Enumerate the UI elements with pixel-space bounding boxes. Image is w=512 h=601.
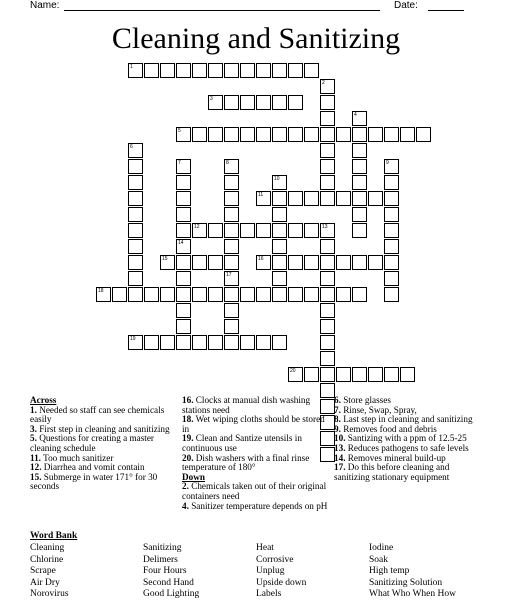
crossword-cell[interactable] [288, 63, 303, 78]
crossword-cell[interactable] [240, 223, 255, 238]
clue-number-label: 4 [354, 112, 357, 118]
crossword-cell[interactable] [192, 287, 207, 302]
crossword-cell[interactable] [304, 287, 319, 302]
crossword-cell[interactable] [368, 127, 383, 142]
crossword-cell[interactable] [208, 335, 223, 350]
crossword-cell[interactable] [272, 95, 287, 110]
clue-text: Rinse, Swap, Spray, [340, 404, 417, 415]
crossword-cell[interactable] [192, 335, 207, 350]
clue-number: 8. [334, 414, 341, 425]
crossword-cell[interactable] [272, 127, 287, 142]
crossword-cell[interactable] [256, 191, 271, 206]
across-heading: Across [30, 395, 57, 405]
crossword-cell[interactable] [128, 287, 143, 302]
across-clue-list [30, 406, 178, 492]
clue-text: Submerge in water 171° for 30 seconds [30, 471, 158, 492]
crossword-cell[interactable] [288, 127, 303, 142]
crossword-cell[interactable] [224, 271, 239, 286]
crossword-cell[interactable] [224, 63, 239, 78]
crossword-cell[interactable] [304, 127, 319, 142]
crossword-cell[interactable] [336, 255, 351, 270]
crossword-cell[interactable] [224, 287, 239, 302]
crossword-cell[interactable] [352, 127, 367, 142]
crossword-cell[interactable] [160, 287, 175, 302]
crossword-cell[interactable] [352, 159, 367, 174]
crossword-cell[interactable] [272, 335, 287, 350]
word-bank-word: Norovirus [30, 589, 69, 600]
clue-number: 19. [182, 433, 194, 444]
clue-number: 6. [334, 395, 341, 405]
crossword-cell[interactable] [176, 303, 191, 318]
crossword-cell[interactable] [320, 111, 335, 126]
word-bank-column-4 [369, 543, 456, 601]
clue-text: Clocks at manual dish washing stations need [182, 395, 311, 415]
crossword-cell[interactable] [272, 239, 287, 254]
clue-number-label: 11 [258, 192, 264, 198]
crossword-cell[interactable] [320, 303, 335, 318]
clue-number: 17. [334, 462, 346, 473]
clue-number-label: 12 [194, 224, 200, 230]
crossword-cell[interactable] [368, 191, 383, 206]
crossword-cell[interactable] [384, 223, 399, 238]
word-bank-column-3 [256, 543, 306, 601]
crossword-cell[interactable] [272, 287, 287, 302]
down-clue-list [182, 482, 328, 511]
clue-number: 12. [30, 462, 42, 473]
crossword-cell[interactable] [112, 287, 127, 302]
crossword-cell[interactable] [320, 239, 335, 254]
crossword-cell[interactable] [224, 95, 239, 110]
crossword-cell[interactable] [176, 175, 191, 190]
crossword-cell[interactable] [160, 63, 175, 78]
crossword-cell[interactable] [320, 319, 335, 334]
crossword-cell[interactable] [272, 207, 287, 222]
clue-number-label: 20 [290, 368, 296, 374]
crossword-cell[interactable] [176, 335, 191, 350]
clue-text: Dish washers with a final rinse temperature of 180° [182, 452, 310, 473]
clue-number: 16. [182, 395, 194, 405]
crossword-cell[interactable] [208, 95, 223, 110]
clue-item [182, 454, 328, 473]
crossword-cell[interactable] [304, 255, 319, 270]
crossword-cell[interactable] [320, 143, 335, 158]
crossword-cell[interactable] [240, 95, 255, 110]
crossword-cell[interactable] [352, 175, 367, 190]
crossword-cell[interactable] [128, 159, 143, 174]
clue-number: 18. [182, 414, 194, 425]
crossword-cell[interactable] [336, 287, 351, 302]
clue-number: 20. [182, 452, 194, 463]
crossword-cell[interactable] [288, 367, 303, 382]
crossword-cell[interactable] [208, 287, 223, 302]
clue-number-label: 6 [130, 144, 133, 150]
crossword-cell[interactable] [128, 239, 143, 254]
clue-text: Store glasses [340, 395, 391, 405]
clues-column-2 [182, 396, 328, 511]
clue-number: 15. [30, 471, 42, 482]
clue-number-label: 5 [178, 128, 181, 134]
crossword-cell[interactable] [192, 63, 207, 78]
crossword-cell[interactable] [320, 351, 335, 366]
crossword-cell[interactable] [176, 207, 191, 222]
clue-number-label: 3 [210, 96, 213, 102]
clue-number-label: 10 [274, 176, 280, 182]
word-bank-word: Unplug [256, 566, 285, 577]
crossword-cell[interactable] [160, 255, 175, 270]
word-bank-word: Second Hand [143, 577, 194, 588]
crossword-cell[interactable] [240, 335, 255, 350]
crossword-cell[interactable] [384, 239, 399, 254]
crossword-cell[interactable] [96, 287, 111, 302]
crossword-cell[interactable] [176, 287, 191, 302]
clue-number-label: 7 [178, 160, 181, 166]
crossword-cell[interactable] [192, 223, 207, 238]
crossword-cell[interactable] [224, 159, 239, 174]
crossword-cell[interactable] [272, 191, 287, 206]
crossword-cell[interactable] [320, 159, 335, 174]
crossword-cell[interactable] [352, 255, 367, 270]
crossword-cell[interactable] [128, 271, 143, 286]
crossword-cell[interactable] [144, 335, 159, 350]
crossword-cell[interactable] [352, 367, 367, 382]
crossword-cell[interactable] [320, 79, 335, 94]
crossword-cell[interactable] [336, 127, 351, 142]
crossword-cell[interactable] [288, 287, 303, 302]
crossword-cell[interactable] [176, 127, 191, 142]
crossword-cell[interactable] [176, 319, 191, 334]
crossword-cell[interactable] [224, 191, 239, 206]
clue-text: First step in cleaning and sanitizing [36, 423, 170, 434]
crossword-cell[interactable] [384, 175, 399, 190]
crossword-cell[interactable] [384, 127, 399, 142]
crossword-cell[interactable] [320, 287, 335, 302]
clues-column-1 [30, 396, 178, 492]
clue-number: 3. [30, 423, 37, 434]
word-bank-word: Good Lighting [143, 589, 200, 600]
word-bank-word: Sanitizing [143, 543, 182, 553]
crossword-cell[interactable] [320, 367, 335, 382]
crossword-cell[interactable] [160, 335, 175, 350]
across-clue-list-continued [182, 396, 328, 473]
crossword-cell[interactable] [176, 63, 191, 78]
word-bank-column-1 [30, 543, 69, 601]
clue-text: Chemicals taken out of their original containers need [182, 481, 327, 501]
crossword-cell[interactable] [128, 175, 143, 190]
crossword-cell[interactable] [208, 255, 223, 270]
clue-number: 4. [182, 500, 189, 511]
crossword-cell[interactable] [128, 63, 143, 78]
clue-text: Needed so staff can see chemicals easily [30, 404, 165, 425]
crossword-cell[interactable] [208, 127, 223, 142]
word-bank-word: Delimers [143, 554, 178, 565]
word-bank-word: Chlorine [30, 554, 64, 565]
crossword-cell[interactable] [336, 367, 351, 382]
clue-text: Diarrhea and vomit contain [41, 462, 145, 473]
crossword-cell[interactable] [176, 191, 191, 206]
name-label: Name: [30, 0, 60, 11]
clue-text: Last step in cleaning and sanitizing [340, 414, 473, 425]
clue-item [182, 415, 328, 434]
crossword-cell[interactable] [352, 287, 367, 302]
clue-number-label: 16 [258, 256, 264, 262]
page-title: Cleaning and Sanitizing [111, 22, 401, 55]
crossword-cell[interactable] [224, 175, 239, 190]
clue-text: Too much sanitizer [40, 452, 114, 463]
crossword-cell[interactable] [144, 287, 159, 302]
word-bank-title: Word Bank [30, 531, 78, 541]
crossword-cell[interactable] [192, 255, 207, 270]
crossword-cell[interactable] [368, 255, 383, 270]
clue-number-label: 18 [98, 288, 104, 294]
crossword-cell[interactable] [256, 287, 271, 302]
crossword-cell[interactable] [336, 191, 351, 206]
crossword-cell[interactable] [400, 367, 415, 382]
crossword-cell[interactable] [320, 175, 335, 190]
crossword-cell[interactable] [384, 255, 399, 270]
clue-text: Removes food and debris [340, 423, 437, 434]
crossword-cell[interactable] [224, 127, 239, 142]
crossword-cell[interactable] [128, 143, 143, 158]
crossword-cell[interactable] [208, 63, 223, 78]
word-bank-word: Air Dry [30, 577, 60, 588]
crossword-cell[interactable] [176, 223, 191, 238]
crossword-cell[interactable] [320, 127, 335, 142]
crossword-cell[interactable] [240, 63, 255, 78]
crossword-cell[interactable] [352, 223, 367, 238]
crossword-cell[interactable] [128, 255, 143, 270]
clue-number-label: 9 [386, 160, 389, 166]
crossword-cell[interactable] [304, 63, 319, 78]
crossword-cell[interactable] [368, 367, 383, 382]
word-bank-column-2 [143, 543, 199, 601]
crossword-cell[interactable] [352, 143, 367, 158]
clue-number: 13. [334, 442, 346, 453]
clue-item [334, 463, 484, 482]
clue-item [182, 502, 328, 512]
clue-number: 5. [30, 433, 37, 444]
clue-number: 11. [30, 452, 41, 463]
clue-number-label: 8 [226, 160, 229, 166]
crossword-cell[interactable] [128, 207, 143, 222]
crossword-cell[interactable] [384, 191, 399, 206]
crossword-cell[interactable] [176, 159, 191, 174]
crossword-cell[interactable] [256, 223, 271, 238]
down-heading: Down [182, 471, 205, 482]
crossword-cell[interactable] [272, 271, 287, 286]
crossword-cell[interactable] [256, 255, 271, 270]
crossword-cell[interactable] [320, 95, 335, 110]
crossword-cell[interactable] [400, 127, 415, 142]
word-bank-word: Upside down [256, 577, 307, 588]
word-bank-word: High temp [369, 566, 410, 577]
clue-text: Sanitizer temperature depends on pH [188, 500, 328, 511]
crossword-cell[interactable] [256, 63, 271, 78]
clues-column-3 [334, 396, 484, 482]
crossword-cell[interactable] [240, 287, 255, 302]
word-bank-word: What Who When How [369, 589, 456, 600]
crossword-cell[interactable] [320, 335, 335, 350]
crossword-cell[interactable] [352, 191, 367, 206]
crossword-cell[interactable] [272, 175, 287, 190]
crossword-cell[interactable] [304, 223, 319, 238]
crossword-cell[interactable] [256, 95, 271, 110]
crossword-cell[interactable] [320, 191, 335, 206]
crossword-cell[interactable] [272, 255, 287, 270]
crossword-cell[interactable] [384, 207, 399, 222]
clue-number-label: 15 [162, 256, 168, 262]
clue-item [30, 434, 178, 453]
word-bank-word: Four Hours [143, 566, 187, 577]
crossword-cell[interactable] [176, 271, 191, 286]
crossword-cell[interactable] [384, 367, 399, 382]
crossword-cell[interactable] [240, 127, 255, 142]
clue-item [182, 482, 328, 501]
crossword-cell[interactable] [256, 335, 271, 350]
word-bank-word: Iodine [369, 543, 394, 553]
crossword-cell[interactable] [304, 367, 319, 382]
clue-text: Do this before cleaning and sanitizing stationary equipment [334, 462, 450, 482]
clue-number-label: 2 [322, 80, 325, 86]
clue-item [30, 406, 178, 425]
word-bank-word: Corrosive [256, 554, 294, 565]
crossword-cell[interactable] [128, 191, 143, 206]
word-bank-word: Cleaning [30, 543, 65, 553]
clue-number: 1. [30, 404, 37, 415]
crossword-cell[interactable] [384, 271, 399, 286]
crossword-cell[interactable] [288, 255, 303, 270]
crossword-cell[interactable] [352, 111, 367, 126]
clue-text: Santizing with a ppm of 12.5-25 [345, 433, 467, 444]
clue-text: Reduces pathogens to safe levels [345, 442, 469, 453]
crossword-cell[interactable] [128, 335, 143, 350]
crossword-cell[interactable] [224, 319, 239, 334]
clue-text: Questions for creating a master cleaning schedule [30, 433, 154, 453]
clue-number-label: 19 [130, 336, 136, 342]
clue-text: Removes mineral build-up [345, 452, 446, 463]
crossword-cell[interactable] [272, 63, 287, 78]
clue-number-label: 17 [226, 272, 232, 278]
crossword-cell[interactable] [224, 239, 239, 254]
clue-number: 2. [182, 481, 189, 492]
clue-number: 14. [334, 452, 346, 463]
crossword-cell[interactable] [224, 335, 239, 350]
crossword-cell[interactable] [320, 255, 335, 270]
date-label: Date: [394, 0, 418, 11]
crossword-cell[interactable] [144, 63, 159, 78]
crossword-cell[interactable] [288, 95, 303, 110]
crossword-cell[interactable] [208, 223, 223, 238]
clue-number: 10. [334, 433, 346, 444]
crossword-cell[interactable] [288, 223, 303, 238]
crossword-cell[interactable] [416, 127, 431, 142]
crossword-cell[interactable] [384, 287, 399, 302]
clue-text: Clean and Santize utensils in continuous use [182, 433, 302, 453]
crossword-cell[interactable] [224, 223, 239, 238]
crossword-cell[interactable] [256, 127, 271, 142]
crossword-cell[interactable] [272, 223, 287, 238]
crossword-cell[interactable] [224, 207, 239, 222]
crossword-cell[interactable] [192, 127, 207, 142]
crossword-cell[interactable] [352, 207, 367, 222]
crossword-cell[interactable] [176, 239, 191, 254]
word-bank-word: Sanitizing Solution [369, 577, 443, 588]
clue-item [30, 473, 178, 492]
clue-number: 9. [334, 423, 341, 434]
crossword-cell[interactable] [320, 271, 335, 286]
crossword-cell[interactable] [384, 159, 399, 174]
crossword-cell[interactable] [288, 191, 303, 206]
crossword-cell[interactable] [128, 223, 143, 238]
down-clue-list-continued [334, 396, 484, 482]
crossword-cell[interactable] [224, 303, 239, 318]
word-bank-word: Labels [256, 589, 282, 600]
clue-text: Wet wiping cloths should be stored in [182, 414, 325, 434]
clue-number: 7. [334, 404, 341, 415]
word-bank-word: Soak [369, 554, 388, 565]
crossword-cell[interactable] [224, 255, 239, 270]
crossword-cell[interactable] [304, 191, 319, 206]
word-bank-word: Scrape [30, 566, 56, 577]
crossword-cell[interactable] [320, 223, 335, 238]
word-bank-word: Heat [256, 543, 274, 553]
clue-item [182, 434, 328, 453]
clue-number-label: 13 [322, 224, 328, 230]
clue-number-label: 14 [178, 240, 184, 246]
crossword-cell[interactable] [176, 255, 191, 270]
clue-number-label: 1 [130, 64, 133, 70]
clue-item [182, 396, 328, 415]
